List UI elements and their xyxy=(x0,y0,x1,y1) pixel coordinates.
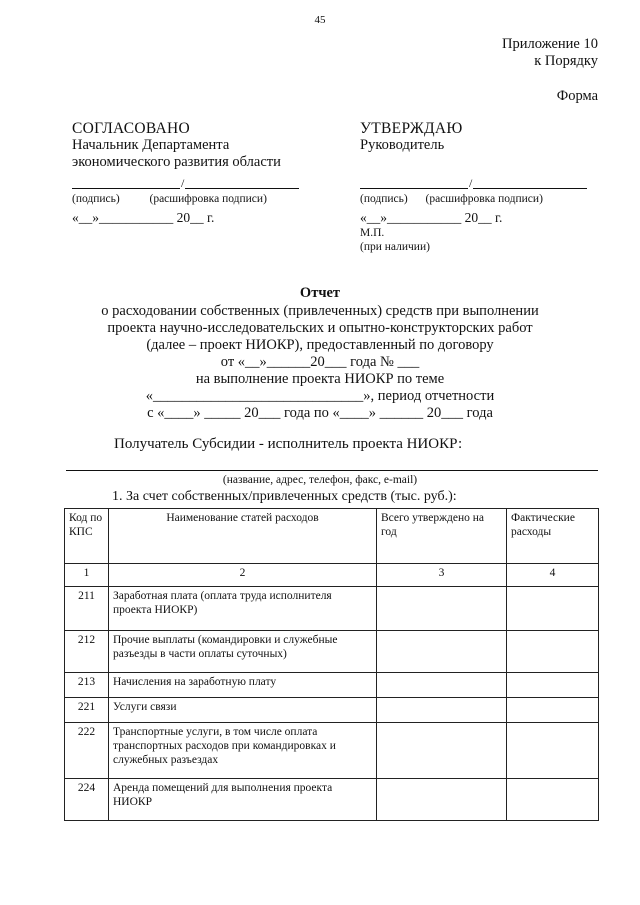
signature-field[interactable] xyxy=(72,177,180,189)
row-expense-name: Аренда помещений для выполнения проекта НИОКР xyxy=(109,779,377,821)
report-line-3: (далее – проект НИОКР), предоставленный по договору xyxy=(146,337,494,353)
recipient-label: Получатель Субсидии - исполнитель проекта НИОКР: xyxy=(114,436,463,452)
table-header-row xyxy=(65,509,599,564)
row-code: 222 xyxy=(65,723,109,779)
signature-label: (подпись) xyxy=(360,193,408,205)
stamp-note: (при наличии) xyxy=(360,241,430,253)
signature-labels xyxy=(72,191,299,208)
column-number: 4 xyxy=(507,564,599,587)
row-expense-name: Прочие выплаты (командировки и служебные разъезды в части оплаты суточных) xyxy=(109,631,377,673)
page-number: 45 xyxy=(314,14,326,26)
row-actual-cell[interactable] xyxy=(507,673,599,698)
row-actual-cell[interactable] xyxy=(507,779,599,821)
row-code: 212 xyxy=(65,631,109,673)
signature-decode-field[interactable] xyxy=(473,177,587,189)
approval-approve-block xyxy=(360,120,587,254)
table-column-numbers-row xyxy=(65,564,599,587)
signature-decode-field[interactable] xyxy=(185,177,299,189)
row-expense-name: Заработная плата (оплата труда исполнителя проекта НИОКР) xyxy=(109,587,377,631)
column-number: 2 xyxy=(109,564,377,587)
table-row xyxy=(65,698,599,723)
approval-approve-heading: УТВЕРЖДАЮ xyxy=(360,120,463,137)
report-title: Отчет xyxy=(299,285,341,301)
row-approved-cell[interactable] xyxy=(377,673,507,698)
report-line-6: «_____________________________», период отчетности xyxy=(145,388,495,404)
stamp-label: М.П. xyxy=(360,227,385,239)
section-1-heading: 1. За счет собственных/привлеченных средств (тыс. руб.): xyxy=(112,489,457,504)
signature-labels xyxy=(360,191,587,208)
report-line-4: от «__»______20___ года № ___ xyxy=(220,354,420,370)
approval-agreed-block xyxy=(72,120,299,226)
appendix-line-1: Приложение 10 xyxy=(502,36,598,52)
signature-decode-label: (расшифровка подписи) xyxy=(149,193,267,205)
report-line-7: с «____» _____ 20___ года по «____» ______ 20___ года xyxy=(147,405,493,421)
header-kps-code: Код по КПС xyxy=(65,509,109,564)
row-expense-name: Начисления на заработную плату xyxy=(109,673,377,698)
row-actual-cell[interactable] xyxy=(507,723,599,779)
row-actual-cell[interactable] xyxy=(507,587,599,631)
row-approved-cell[interactable] xyxy=(377,779,507,821)
signature-line: / xyxy=(360,177,587,189)
form-label: Форма xyxy=(556,88,598,104)
column-number: 1 xyxy=(65,564,109,587)
signature-field[interactable] xyxy=(360,177,468,189)
approval-agreed-heading: СОГЛАСОВАНО xyxy=(72,120,191,137)
row-actual-cell[interactable] xyxy=(507,631,599,673)
row-expense-name: Транспортные услуги, в том числе оплата транспортных расходов при командировках и служебных разъездах xyxy=(109,723,377,779)
row-approved-cell[interactable] xyxy=(377,698,507,723)
table-row xyxy=(65,779,599,821)
table-row xyxy=(65,723,599,779)
header-approved-total: Всего утверждено на год xyxy=(377,509,507,564)
header-expense-name: Наименование статей расходов xyxy=(109,509,377,564)
report-line-5: на выполнение проекта НИОКР по теме xyxy=(195,371,445,387)
row-expense-name: Услуги связи xyxy=(109,698,377,723)
row-code: 211 xyxy=(65,587,109,631)
row-code: 224 xyxy=(65,779,109,821)
expenses-table xyxy=(64,508,599,821)
recipient-caption: (название, адрес, телефон, факс, e-mail) xyxy=(222,474,418,486)
report-line-2: проекта научно-исследовательских и опытно-конструкторских работ xyxy=(107,320,533,336)
row-code: 213 xyxy=(65,673,109,698)
signature-decode-label: (расшифровка подписи) xyxy=(425,193,543,205)
row-actual-cell[interactable] xyxy=(507,698,599,723)
header-actual-expenses: Фактические расходы xyxy=(507,509,599,564)
row-approved-cell[interactable] xyxy=(377,587,507,631)
row-code: 221 xyxy=(65,698,109,723)
report-line-1: о расходовании собственных (привлеченных) средств при выполнении xyxy=(101,303,539,319)
appendix-line-2: к Порядку xyxy=(534,53,598,69)
approval-date: «__»___________ 20__ г. xyxy=(360,210,503,225)
approval-date: «__»___________ 20__ г. xyxy=(72,210,215,225)
signature-label: (подпись) xyxy=(72,193,120,205)
approval-approve-position: Руководитель xyxy=(360,137,445,153)
table-row xyxy=(65,631,599,673)
approval-agreed-position-2: экономического развития области xyxy=(72,154,281,170)
table-row xyxy=(65,587,599,631)
row-approved-cell[interactable] xyxy=(377,631,507,673)
signature-line: / xyxy=(72,177,299,189)
appendix-reference xyxy=(502,36,598,70)
recipient-field[interactable] xyxy=(66,470,598,471)
approval-agreed-position-1: Начальник Департамента xyxy=(72,137,230,153)
row-approved-cell[interactable] xyxy=(377,723,507,779)
column-number: 3 xyxy=(377,564,507,587)
table-row xyxy=(65,673,599,698)
